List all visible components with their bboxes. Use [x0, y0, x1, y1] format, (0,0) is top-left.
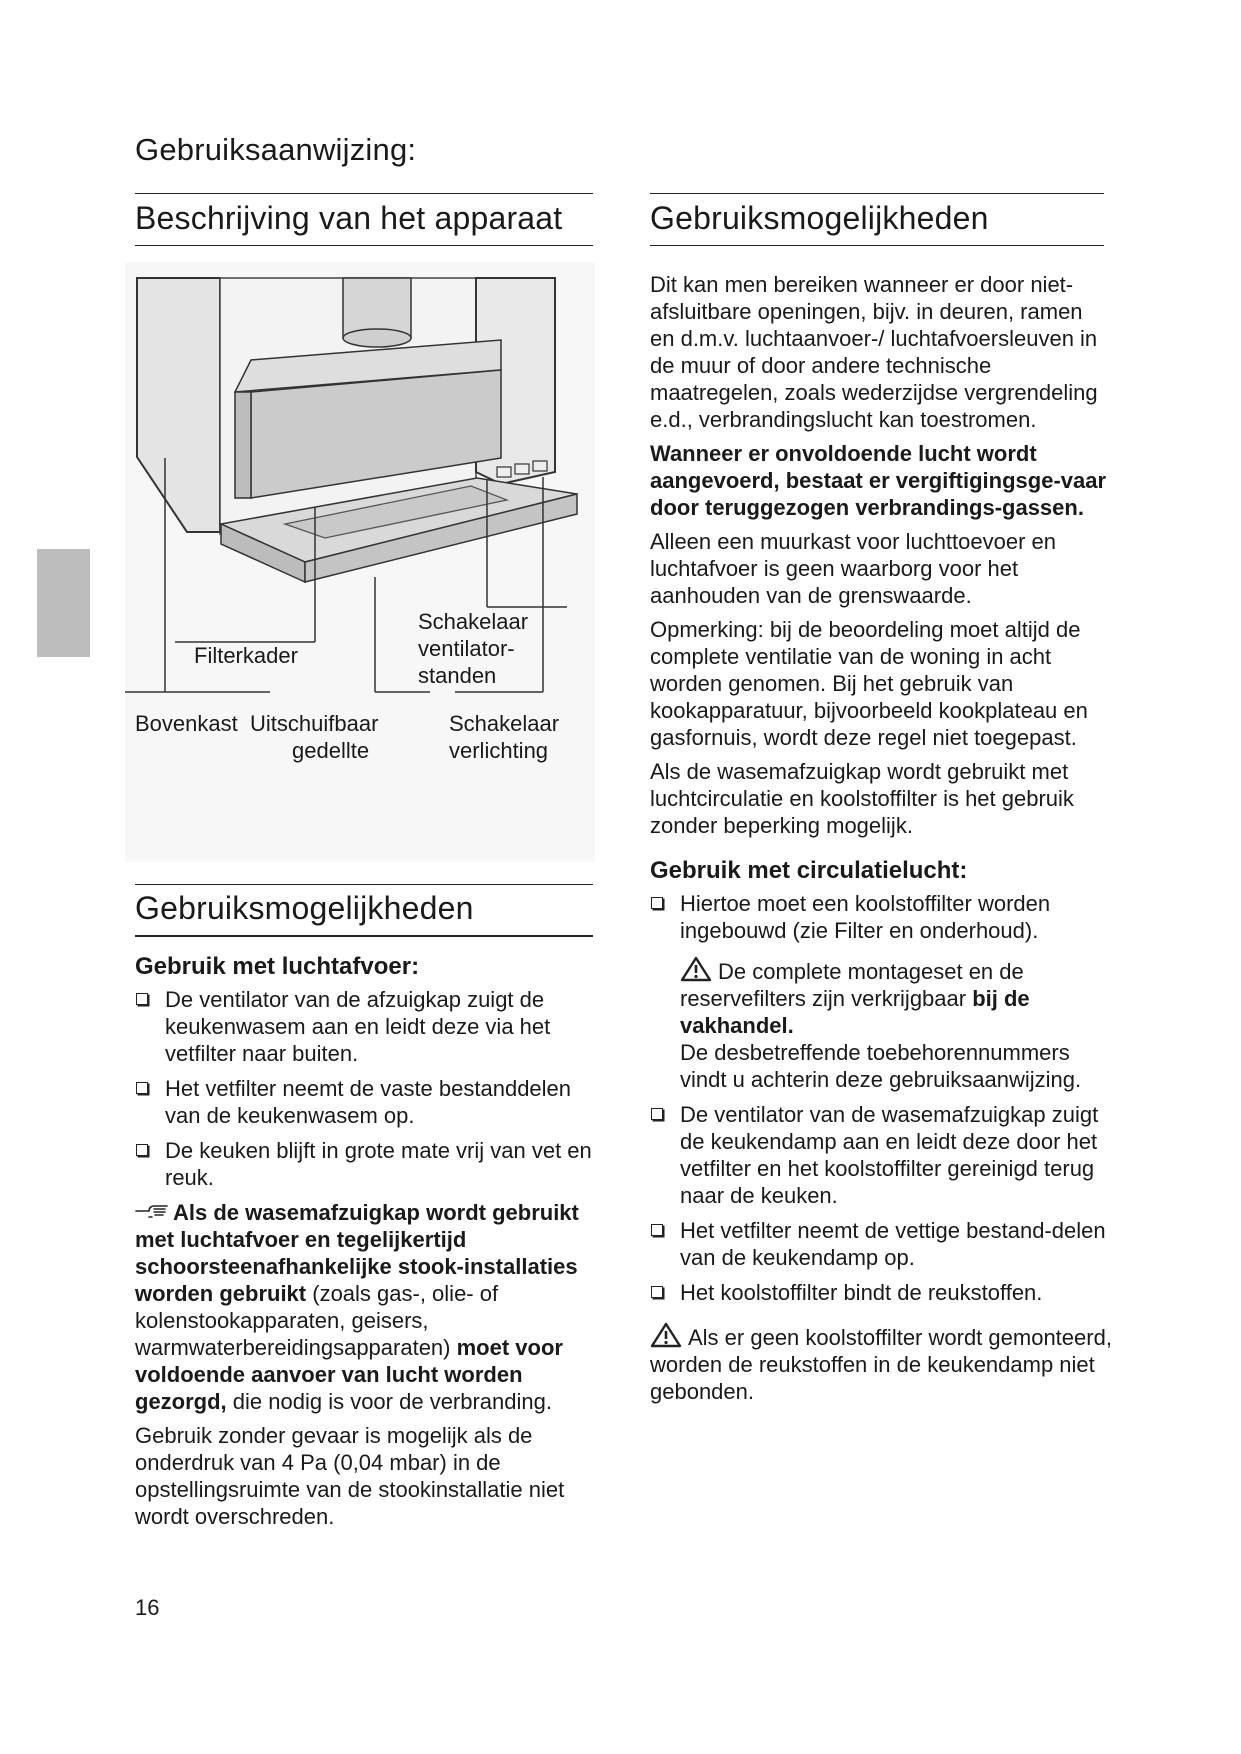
warning-triangle-icon	[650, 1322, 682, 1348]
list-item: Hiertoe moet een koolstoffilter worden ingebouwd (zie Filter en onderhoud).	[650, 890, 1112, 944]
paragraph-warning-bold: Wanneer er onvoldoende lucht wordt aangevoerd, bestaat er vergiftigingsge-vaar door teruggezogen verbrandings-gassen.	[650, 441, 1107, 520]
warning-triangle-icon	[680, 956, 712, 982]
section-title-usage-left: Gebruiksmogelijkheden	[135, 890, 474, 926]
divider-under-usage-right	[650, 245, 1104, 246]
list-item: Het koolstoffilter bindt de reukstoffen.	[650, 1279, 1112, 1306]
range-hood-illustration	[125, 262, 595, 862]
checkbox-bullet-icon	[651, 1224, 663, 1236]
checkbox-bullet-icon	[651, 1108, 663, 1120]
list-item: Het vetfilter neemt de vaste bestanddelen van de keukenwasem op.	[135, 1075, 597, 1129]
list-item: Het vetfilter neemt de vettige bestand-delen van de keukendamp op.	[650, 1217, 1112, 1271]
divider-top-right	[650, 193, 1104, 194]
page-title: Gebruiksaanwijzing:	[135, 132, 417, 167]
note-paragraph: Als de wasemafzuigkap wordt gebruikt met luchtafvoer en tegelijkertijd schoorsteenafhankelijke stook-installaties worden gebruikt (zoals gas-, olie- of kolenstookapparaten, geisers, warmwaterbereidingsapparaten) moet voor voldoende aanvoer van lucht worden gezorgd, die nodig is voor de verbranding.	[135, 1200, 579, 1414]
list-item: De ventilator van de wasemafzuigkap zuigt de keukendamp aan en leidt deze door het vetfilter en het koolstoffilter gereinigd terug naar de keuken.	[650, 1101, 1112, 1209]
warning-block-montageset: De complete montageset en de reservefilters zijn verkrijgbaar bij de vakhandel. De desbetreffende toebehorennummers vindt u achterin deze gebruiksaanwijzing.	[650, 956, 1112, 1093]
paragraph-circulatie: Als de wasemafzuigkap wordt gebruikt met luchtcirculatie en koolstoffilter is het gebruik zonder beperking mogelijk.	[650, 759, 1074, 838]
checkbox-bullet-icon	[136, 1082, 148, 1094]
paragraph-intro: Dit kan men bereiken wanneer er door niet-afsluitbare openingen, bijv. in deuren, ramen en d.m.v. luchtaanvoer-/ luchtafvoersleuven in de muur of door andere technische maatregelen, zoals wederzijdse vergrendeling e.d., verbrandingslucht kan toestromen.	[650, 272, 1098, 432]
label-schakelaar-ventilator-3: standen	[418, 663, 497, 688]
divider-under-usage-left	[135, 935, 593, 937]
right-column-text	[650, 271, 1112, 1412]
paragraph-muurkast: Alleen een muurkast voor luchttoevoer en luchtafvoer is geen waarborg voor het aanhouden van de grenswaarde.	[650, 529, 1057, 608]
label-filterkader: Filterkader	[194, 643, 298, 668]
label-schakelaar-verlichting-1: Schakelaar	[449, 711, 560, 736]
side-tab-marker	[37, 549, 90, 657]
pointing-hand-icon	[135, 1202, 169, 1220]
label-schakelaar-ventilator-2: ventilator-	[418, 636, 515, 661]
subheading-luchtafvoer: Gebruik met luchtafvoer:	[135, 953, 420, 980]
checkbox-bullet-icon	[651, 897, 663, 909]
label-uitschuifbaar-1: Uitschuifbaar	[250, 711, 379, 736]
label-uitschuifbaar-2: gedellte	[292, 738, 370, 763]
checkbox-bullet-icon	[136, 1144, 148, 1156]
list-item: De ventilator van de afzuigkap zuigt de keukenwasem aan en leidt deze via het vetfilter naar buiten.	[135, 986, 597, 1067]
subheading-circulatielucht: Gebruik met circulatielucht:	[650, 857, 968, 884]
list-item: De keuken blijft in grote mate vrij van vet en reuk.	[135, 1137, 597, 1191]
page-number: 16	[135, 1595, 160, 1620]
checkbox-bullet-icon	[651, 1286, 663, 1298]
divider-under-description	[135, 245, 593, 246]
section-title-usage-right: Gebruiksmogelijkheden	[650, 200, 989, 236]
label-bovenkast: Bovenkast	[135, 711, 238, 736]
paragraph-opmerking: Opmerking: bij de beoordeling moet altijd de complete ventilatie van de woning in acht worden genomen. Bij het gebruik van kookapparatuur, bijvoorbeeld kookplateau en gasfornuis, wordt deze regel niet toegepast.	[650, 617, 1088, 750]
appliance-diagram	[125, 262, 595, 862]
paragraph-underpressure: Gebruik zonder gevaar is mogelijk als de onderdruk van 4 Pa (0,04 mbar) in de opstellingsruimte van de stookinstallatie niet wordt overschreden.	[135, 1423, 565, 1529]
checkbox-bullet-icon	[136, 993, 148, 1005]
warning-paragraph-geen-koolstoffilter: Als er geen koolstoffilter wordt gemonteerd, worden de reukstoffen in de keukendamp niet gebonden.	[650, 1322, 1112, 1405]
divider-left-mid	[135, 884, 593, 885]
left-column-text	[135, 953, 597, 1537]
label-schakelaar-verlichting-2: verlichting	[449, 738, 549, 763]
section-title-description: Beschrijving van het apparaat	[135, 200, 563, 236]
label-schakelaar-ventilator-1: Schakelaar	[418, 609, 529, 634]
divider-top-left	[135, 193, 593, 194]
